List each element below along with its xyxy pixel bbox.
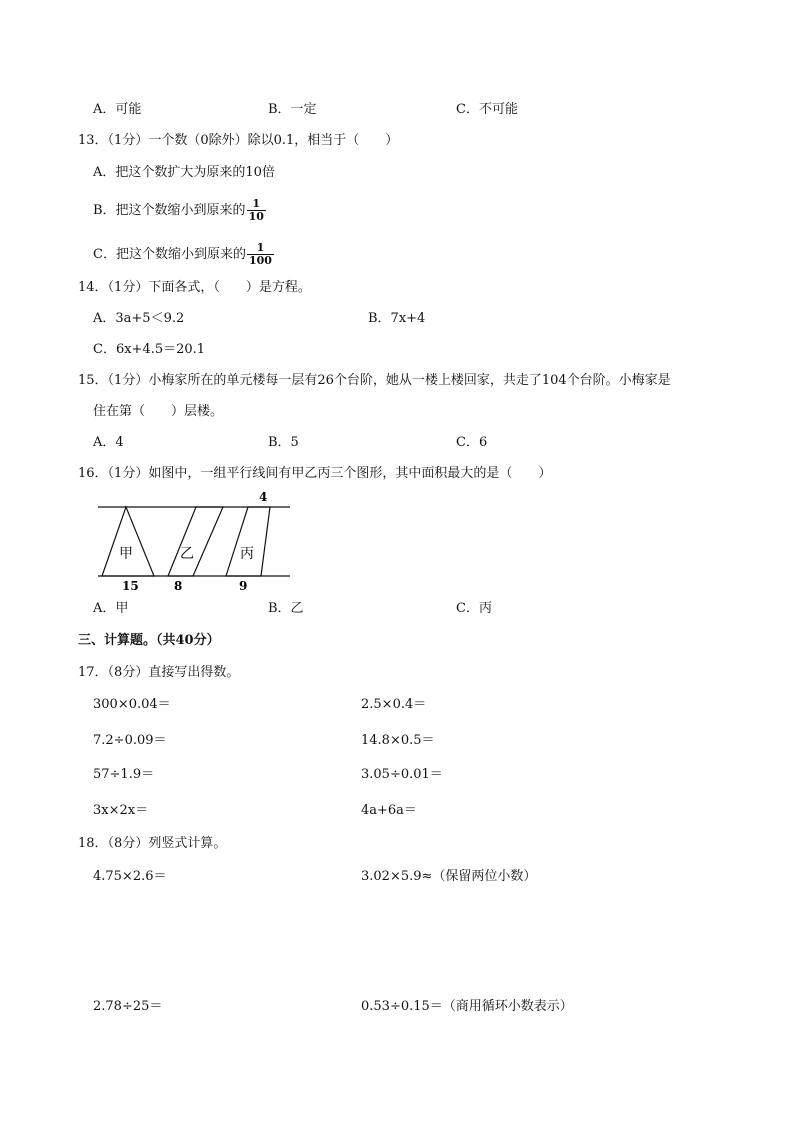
q13-stem: 13．（1分）一个数（0除外）除以0.1，相当于（ ） (78, 133, 399, 148)
q17-item-1: 300×0.04＝ (93, 697, 171, 712)
q16-option-c: C．丙 (456, 601, 492, 616)
q14-option-b: B．7x+4 (368, 311, 426, 326)
q13-option-a: A．把这个数扩大为原来的10倍 (93, 165, 275, 180)
q17-item-2: 2.5×0.4＝ (361, 697, 427, 712)
q17-item-3: 7.2÷0.09＝ (93, 733, 167, 748)
label-top-length: 4 (259, 490, 268, 504)
fraction-denominator: 100 (248, 254, 272, 267)
q17-item-4: 14.8×0.5＝ (361, 733, 435, 748)
q14-option-c: C．6x+4.5＝20.1 (93, 342, 206, 357)
trapezoid-bing (226, 507, 270, 576)
q13-option-c-text: C．把这个数缩小到原来的 (93, 247, 246, 262)
q15-stem-line2: 住在第（ ）层楼。 (93, 404, 224, 419)
q17-item-7: 3x×2x＝ (93, 803, 149, 818)
q15-option-a: A．4 (93, 435, 124, 450)
q15-option-b: B．5 (268, 435, 299, 450)
q18-stem: 18．（8分）列竖式计算。 (78, 836, 227, 851)
section-3-heading: 三、计算题。（共40分） (78, 633, 220, 648)
q17-item-6: 3.05÷0.01＝ (361, 767, 443, 782)
parallelogram-yi (168, 507, 223, 576)
q12-option-c: C．不可能 (456, 102, 518, 117)
parallel-lines-figure (90, 488, 300, 596)
label-jia: 甲 (119, 546, 133, 562)
q15-stem-line1: 15．（1分）小梅家所在的单元楼每一层有26个台阶，她从一楼上楼回家，共走了104个台阶。小梅家是 (78, 373, 671, 388)
fraction-numerator: 1 (256, 241, 265, 254)
q18-item-1: 4.75×2.6＝ (93, 869, 167, 884)
q13-option-b-text: B．把这个数缩小到原来的 (93, 203, 246, 218)
q18-item-2: 3.02×5.9≈（保留两位小数） (361, 869, 537, 884)
label-bing: 丙 (240, 546, 254, 562)
q13-option-c (93, 242, 274, 267)
q13-option-b (93, 198, 266, 223)
label-base-bing: 9 (239, 579, 248, 593)
label-base-yi: 8 (174, 579, 183, 593)
q17-item-5: 57÷1.9＝ (93, 767, 155, 782)
q18-item-4: 0.53÷0.15＝（商用循环小数表示） (361, 999, 573, 1014)
q13-option-b-fraction (247, 198, 266, 223)
q17-item-8: 4a+6a＝ (361, 803, 417, 818)
q12-option-a: A．可能 (93, 102, 142, 117)
q13-option-c-fraction (247, 242, 274, 267)
q17-stem: 17．（8分）直接写出得数。 (78, 665, 240, 680)
q12-option-b: B．一定 (268, 102, 317, 117)
fraction-numerator: 1 (252, 197, 261, 210)
q16-stem: 16．（1分）如图中，一组平行线间有甲乙丙三个图形，其中面积最大的是（ ） (78, 466, 552, 481)
q14-option-a: A．3a+5＜9.2 (93, 311, 185, 326)
q16-option-b: B．乙 (268, 601, 304, 616)
q15-option-c: C．6 (456, 435, 488, 450)
label-base-jia: 15 (122, 579, 139, 593)
triangle-jia (102, 507, 154, 576)
fraction-denominator: 10 (248, 210, 264, 223)
q18-item-3: 2.78÷25＝ (93, 999, 163, 1014)
q14-stem: 14．（1分）下面各式，（ ）是方程。 (78, 280, 311, 295)
q16-option-a: A．甲 (93, 601, 129, 616)
label-yi: 乙 (180, 546, 194, 562)
